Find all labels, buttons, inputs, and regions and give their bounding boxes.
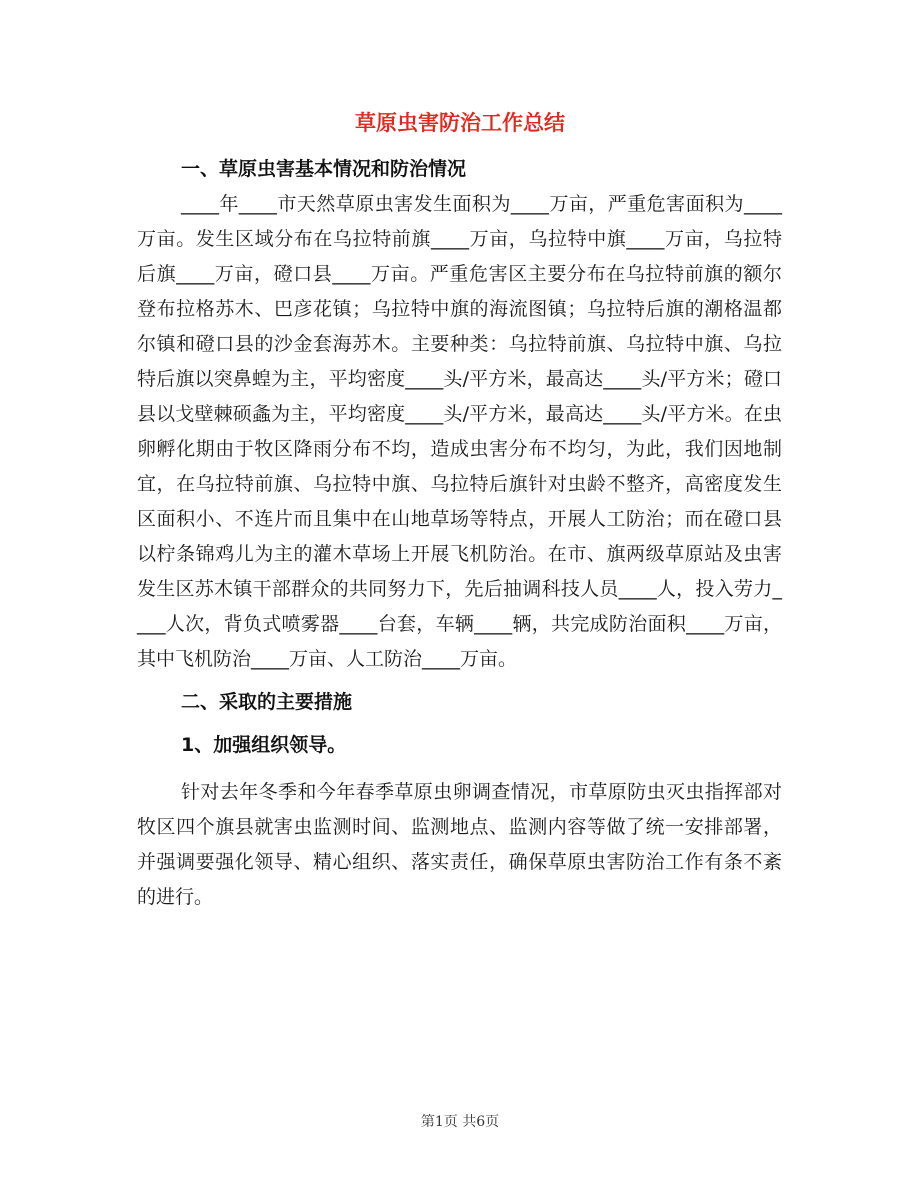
section-heading-basic-situation: 一、草原虫害基本情况和防治情况: [181, 158, 467, 180]
document-body: [137, 152, 782, 915]
page-number-footer: 第1页 共6页: [420, 1114, 500, 1130]
paragraph-organization-leadership: 针对去年冬季和今年春季草原虫卵调查情况，市草原防虫灭虫指挥部对牧区四个旗县就害虫监测时间、监测地点、监测内容等做了统一安排部署，并强调要强化领导、精心组织、落实责任，确保草原虫害防治工作有条不紊的进行。: [137, 781, 782, 908]
spacer: [137, 763, 782, 775]
spacer: [137, 720, 782, 728]
spacer: [137, 677, 782, 685]
section-heading-main-measures: 二、采取的主要措施: [181, 691, 353, 713]
document-title: 草原虫害防治工作总结: [355, 110, 565, 135]
subheading-organization-leadership: 1、加强组织领导。: [181, 734, 347, 756]
paragraph-basic-situation: ____年____市天然草原虫害发生面积为____万亩，严重危害面积为____万亩。发生区域分布在乌拉特前旗____万亩，乌拉特中旗____万亩，乌拉特后旗____万亩，磴口县____万亩。严重危害区主要分布在乌拉特前旗的额尔登布拉格苏木、巴彦花镇；乌拉特中旗的海流图镇；乌拉特后旗的潮格温都尔镇和磴口县的沙金套海苏木。主要种类：乌拉特前旗、乌拉特中旗、乌拉特后旗以突鼻蝗为主，平均密度____头/平方米，最高达____头/平方米；磴口县以戈壁棘硕螽为主，平均密度____头/平方米，最高达____头/平方米。在虫卵孵化期由于牧区降雨分布不均，造成虫害分布不均匀，为此，我们因地制宜，在乌拉特前旗、乌拉特中旗、乌拉特后旗针对虫龄不整齐，高密度发生区面积小、不连片而且集中在山地草场等特点，开展人工防治；而在磴口县以柠条锦鸡儿为主的灌木草场上开展飞机防治。在市、旗两级草原站及虫害发生区苏木镇干部群众的共同努力下，先后抽调科技人员____人，投入劳力____人次，背负式喷雾器____台套，车辆____辆，共完成防治面积____万亩，其中飞机防治____万亩、人工防治____万亩。: [137, 193, 782, 670]
